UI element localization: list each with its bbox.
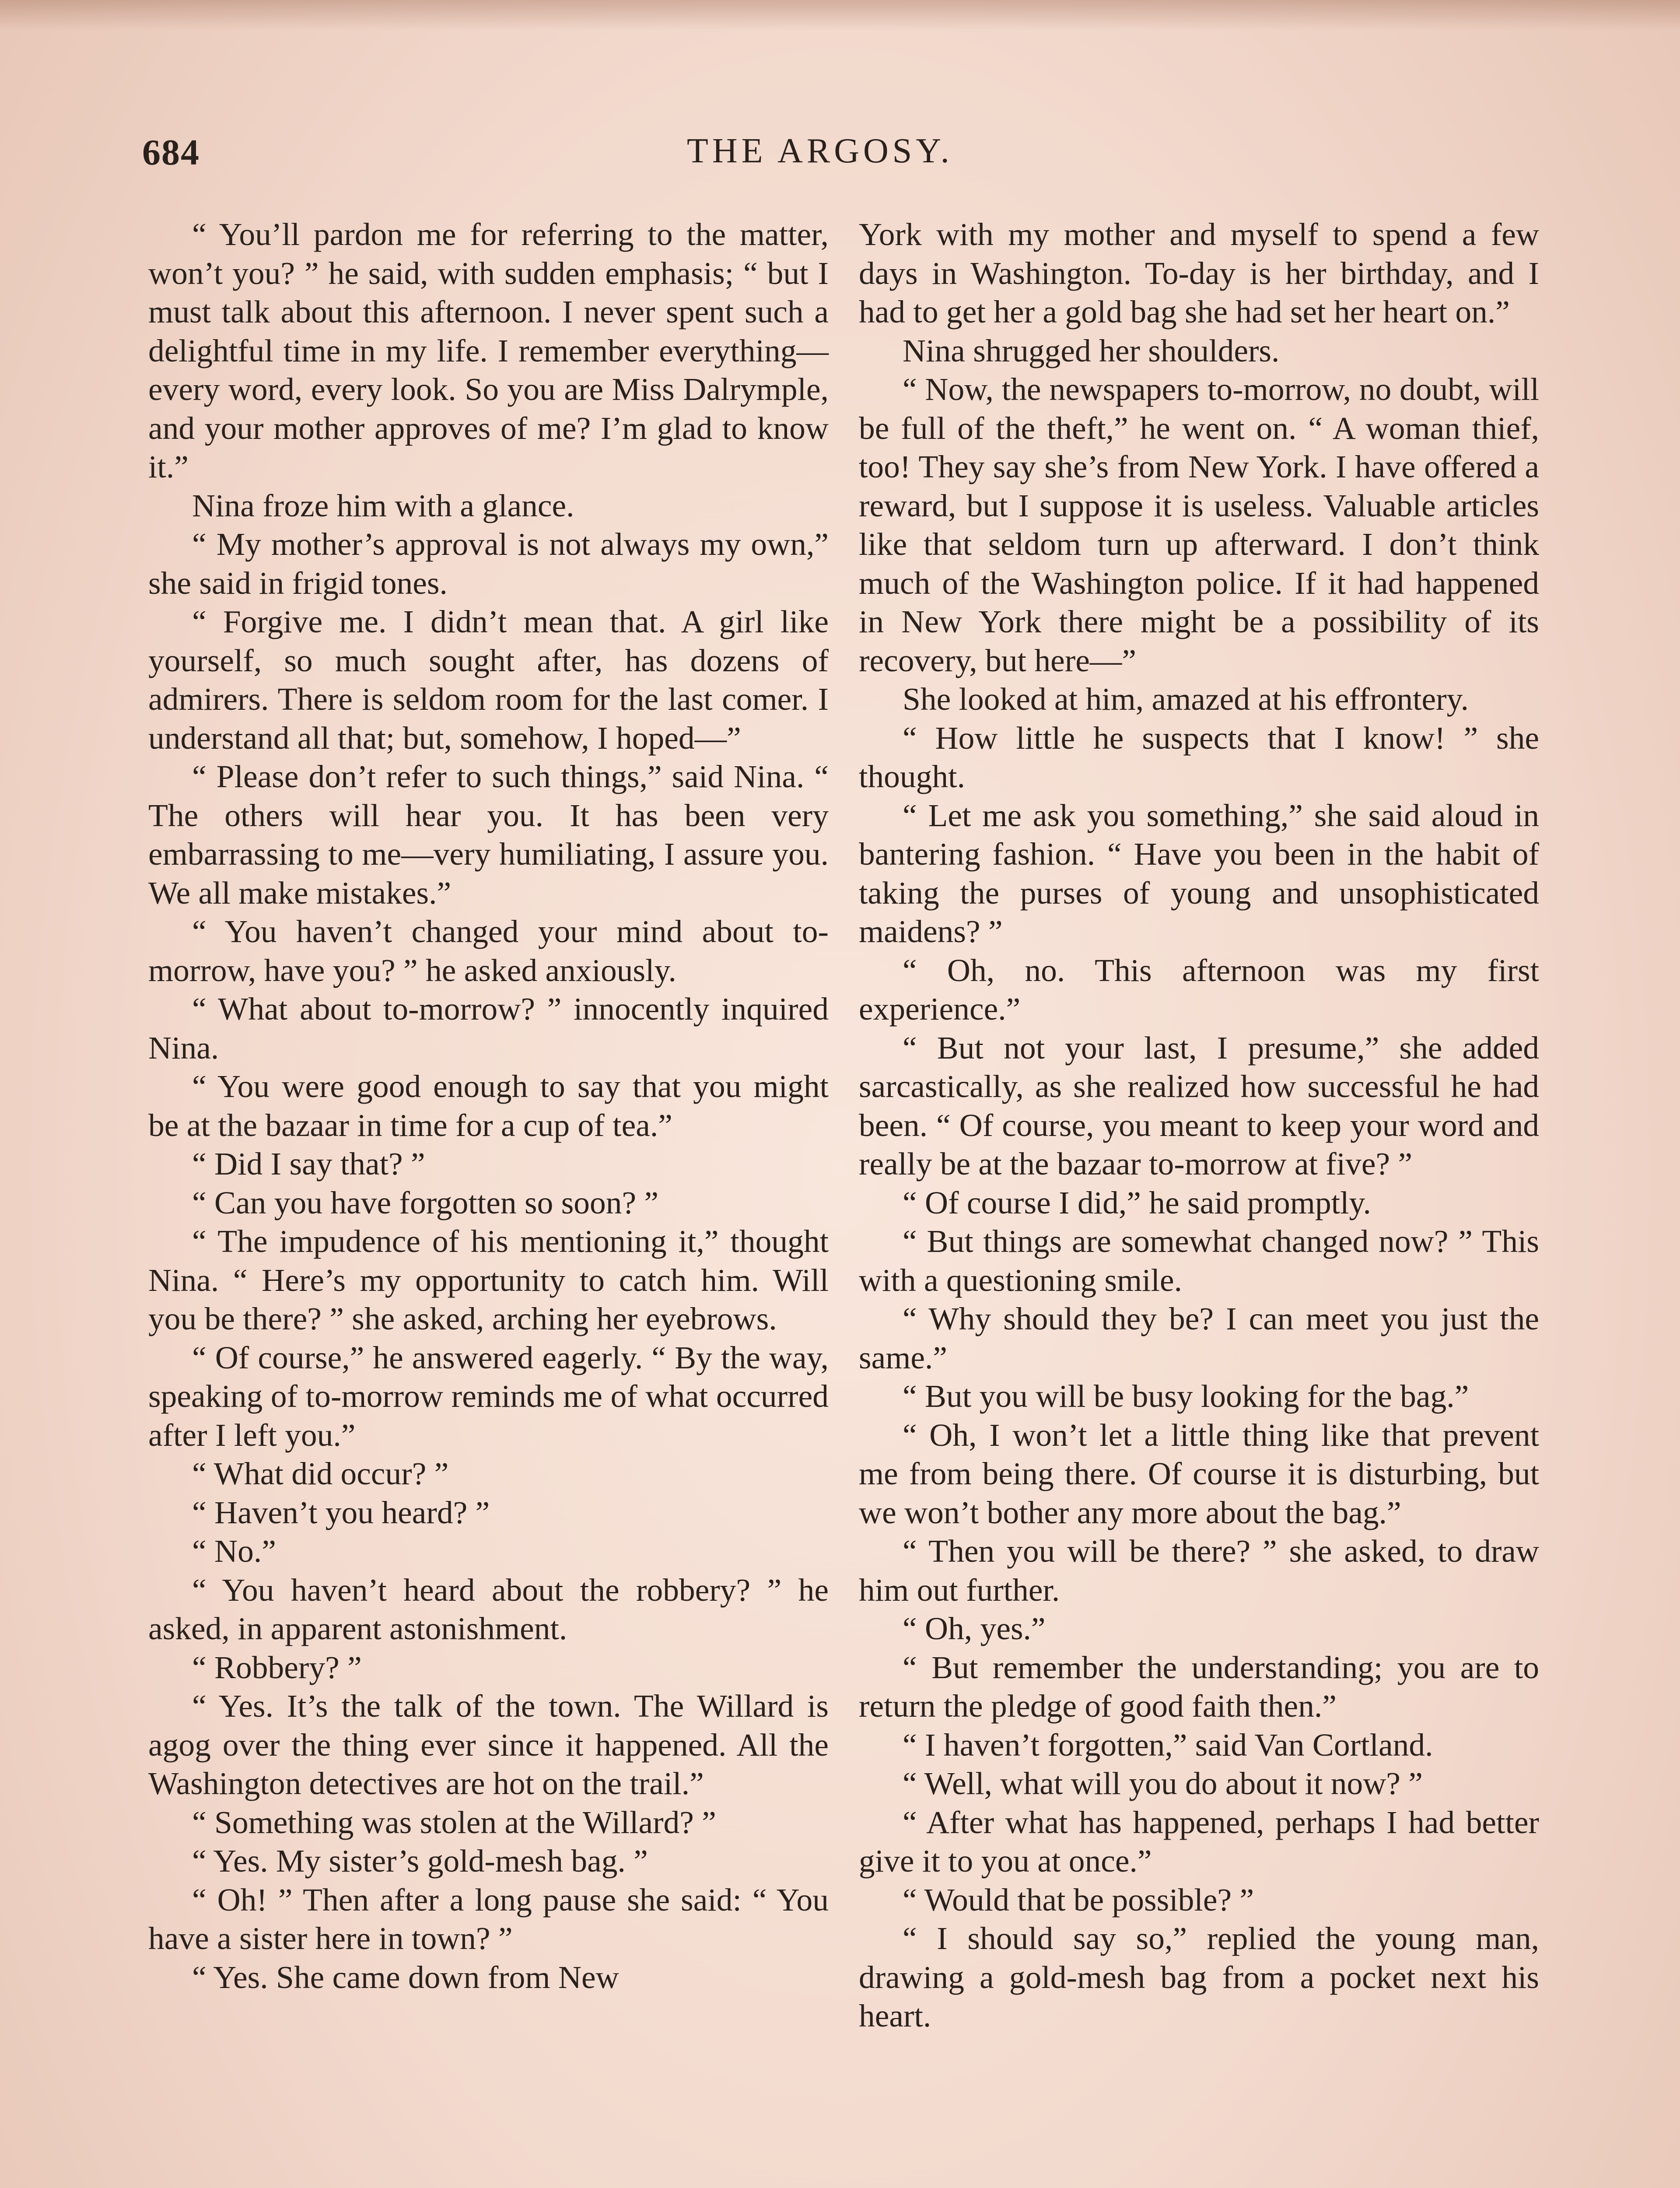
paragraph: “ Something was stolen at the Willard? ” xyxy=(192,1804,716,1840)
paragraph: “ What about to-morrow? ” innocently inquired Nina. xyxy=(148,991,829,1066)
paragraph: “ Let me ask you something,” she said aloud in bantering fashion. “ Have you been in the habit of taking the purses of young and unsophisticated maidens? ” xyxy=(859,797,1539,949)
paragraph: “ Oh, I won’t let a little thing like that prevent me from being there. Of course it is disturbing, but we won’t bother any more about the bag.” xyxy=(859,1417,1539,1530)
paragraph: “ I should say so,” replied the young man, drawing a gold-mesh bag from a pocket next his heart. xyxy=(859,1921,1539,2034)
paragraph: “ What did occur? ” xyxy=(192,1456,449,1491)
paragraph: “ I haven’t forgotten,” said Van Cortland. xyxy=(903,1727,1433,1763)
paragraph: “ Oh! ” Then after a long pause she said: “ You have a sister here in town? ” xyxy=(148,1882,829,1956)
paragraph: “ But you will be busy looking for the bag.” xyxy=(903,1378,1469,1414)
paragraph: “ Of course I did,” he said promptly. xyxy=(903,1185,1371,1220)
paragraph: “ After what has happened, perhaps I had better give it to you at once.” xyxy=(859,1804,1539,1879)
paragraph: “ You’ll pardon me for referring to the matter, won’t you? ” he said, with sudden emphasis; “ but I must talk about this afternoon. I never spent such a delightful time in my life. I remember everything—every word, every look. So you are Miss Dalrymple, and your mother approves of me? I’m glad to know it.” xyxy=(148,217,829,484)
paragraph: “ You haven’t changed your mind about to-morrow, have you? ” he asked anxiously. xyxy=(148,914,829,988)
paragraph: “ You were good enough to say that you might be at the bazaar in time for a cup of tea.” xyxy=(148,1069,829,1143)
paragraph: “ Yes. My sister’s gold-mesh bag. ” xyxy=(192,1843,648,1879)
paragraph: “ Well, what will you do about it now? ” xyxy=(903,1766,1423,1801)
paragraph: “ Would that be possible? ” xyxy=(903,1882,1254,1918)
paragraph: “ Did I say that? ” xyxy=(192,1146,425,1182)
left-column xyxy=(148,215,829,1997)
paragraph: “ Oh, yes.” xyxy=(903,1611,1046,1646)
paragraph: “ Then you will be there? ” she asked, to draw him out further. xyxy=(859,1533,1539,1608)
paragraph-continuation: York with my mother and myself to spend a few days in Washington. To-day is her birthday, and I had to get her a gold bag she had set her heart on.” xyxy=(859,217,1539,330)
paragraph: “ You haven’t heard about the robbery? ” he asked, in apparent astonishment. xyxy=(148,1572,829,1646)
paragraph: “ Yes. It’s the talk of the town. The Willard is agog over the thing ever since it happened. All the Washington detectives are hot on the trail.” xyxy=(148,1688,829,1801)
paragraph: “ Of course,” he answered eagerly. “ By the way, speaking of to-morrow reminds me of what occurred after I left you.” xyxy=(148,1339,829,1453)
paragraph: “ Haven’t you heard? ” xyxy=(192,1494,490,1530)
paragraph: Nina froze him with a glance. xyxy=(192,487,574,523)
paragraph: “ Forgive me. I didn’t mean that. A girl like yourself, so much sought after, has dozens of admirers. There is seldom room for the last comer. I understand all that; but, somehow, I hoped—” xyxy=(148,604,829,756)
paragraph: “ Yes. She came down from New xyxy=(192,1959,619,1995)
paragraph: “ Robbery? ” xyxy=(192,1649,362,1685)
paragraph: “ Oh, no. This afternoon was my first experience.” xyxy=(859,952,1539,1027)
page-number: 684 xyxy=(142,132,200,173)
paragraph: “ Can you have forgotten so soon? ” xyxy=(192,1185,659,1220)
paragraph: “ But not your last, I presume,” she added sarcastically, as she realized how successful he had been. “ Of course, you meant to keep your word and really be at the bazaar to-morrow at five? ” xyxy=(859,1030,1539,1182)
paragraph: “ Now, the newspapers to-morrow, no doubt, will be full of the theft,” he went on. “ A woman thief, too! They say she’s from New York. I have offered a reward, but I suppose it is useless. Valuable articles like that seldom turn up afterward. I don’t think much of the Washington police. If it had happened in New York there might be a possibility of its recovery, but here—” xyxy=(859,372,1539,678)
paragraph: “ My mother’s approval is not always my own,” she said in frigid tones. xyxy=(148,526,829,601)
paragraph: She looked at him, amazed at his effrontery. xyxy=(903,681,1469,717)
paragraph: Nina shrugged her shoulders. xyxy=(903,333,1280,368)
paragraph: “ How little he suspects that I know! ” she thought. xyxy=(859,720,1539,794)
page-edge-shadow xyxy=(0,0,1680,31)
running-head xyxy=(0,131,1680,179)
paragraph: “ No.” xyxy=(192,1533,276,1569)
paragraph: “ But remember the understanding; you are to return the pledge of good faith then.” xyxy=(859,1649,1539,1724)
paragraph: “ Why should they be? I can meet you just the same.” xyxy=(859,1301,1539,1375)
right-column xyxy=(859,215,1539,2036)
paragraph: “ But things are somewhat changed now? ” This with a questioning smile. xyxy=(859,1224,1539,1298)
paragraph: “ Please don’t refer to such things,” said Nina. “ The others will hear you. It has been very embarrassing to me—very humiliating, I assure you. We all make mistakes.” xyxy=(148,759,829,911)
paragraph: “ The impudence of his mentioning it,” thought Nina. “ Here’s my opportunity to catch him. Will you be there? ” she asked, arching her eyebrows. xyxy=(148,1224,829,1336)
journal-title: THE ARGOSY. xyxy=(687,132,953,170)
